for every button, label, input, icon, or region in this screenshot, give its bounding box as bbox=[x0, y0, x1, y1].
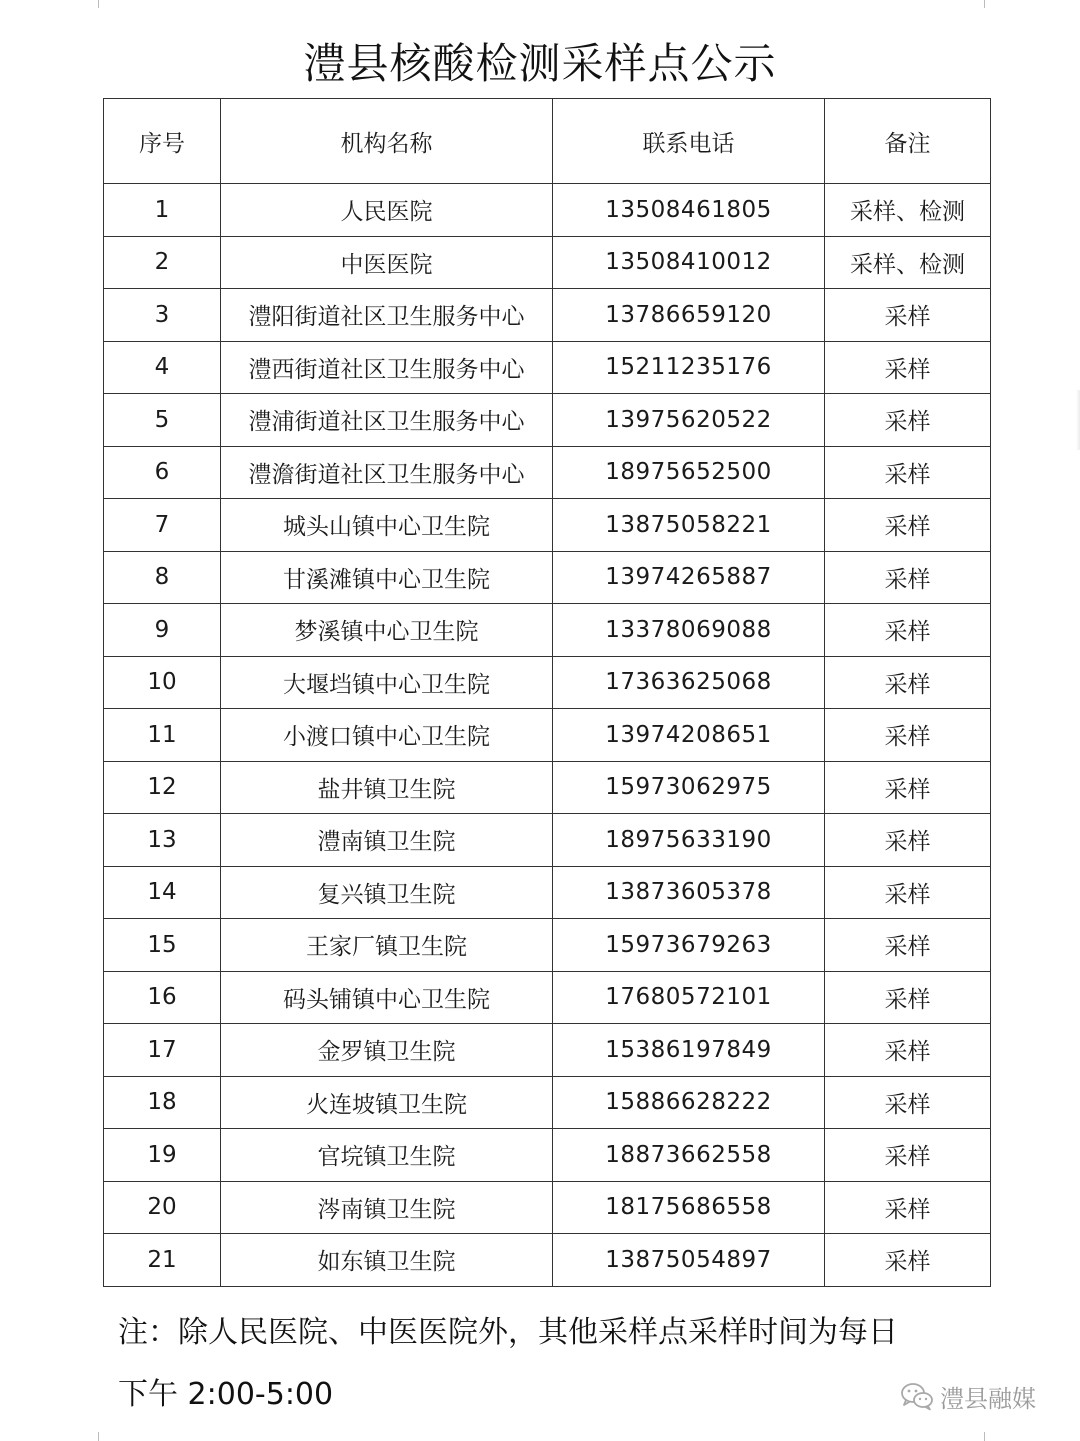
contact-phone: 15973679263 bbox=[553, 919, 825, 972]
institution-name: 大堰垱镇中心卫生院 bbox=[221, 656, 553, 709]
row-number: 13 bbox=[104, 814, 221, 867]
row-number: 10 bbox=[104, 656, 221, 709]
row-number: 1 bbox=[104, 184, 221, 237]
institution-name: 中医医院 bbox=[221, 236, 553, 289]
table-row bbox=[104, 551, 991, 604]
institution-name: 盐井镇卫生院 bbox=[221, 761, 553, 814]
contact-phone: 13975620522 bbox=[553, 394, 825, 447]
footnote-line-1: 注：除人民医院、中医医院外，其他采样点采样时间为每日 bbox=[118, 1315, 898, 1350]
table-row bbox=[104, 341, 991, 394]
row-remark: 采样 bbox=[825, 709, 991, 762]
wechat-icon bbox=[900, 1381, 934, 1411]
contact-phone: 13873605378 bbox=[553, 866, 825, 919]
contact-phone: 13974208651 bbox=[553, 709, 825, 762]
row-remark: 采样 bbox=[825, 1129, 991, 1182]
table-row bbox=[104, 761, 991, 814]
row-number: 15 bbox=[104, 919, 221, 972]
row-number: 16 bbox=[104, 971, 221, 1024]
row-remark: 采样 bbox=[825, 1024, 991, 1077]
table-row bbox=[104, 236, 991, 289]
row-remark: 采样 bbox=[825, 289, 991, 342]
contact-phone: 17680572101 bbox=[553, 971, 825, 1024]
crop-mark-bottom-right bbox=[984, 1432, 999, 1441]
contact-phone: 13974265887 bbox=[553, 551, 825, 604]
contact-phone: 13875054897 bbox=[553, 1234, 825, 1287]
institution-name: 小渡口镇中心卫生院 bbox=[221, 709, 553, 762]
institution-name: 澧南镇卫生院 bbox=[221, 814, 553, 867]
row-remark: 采样、检测 bbox=[825, 236, 991, 289]
table-row bbox=[104, 866, 991, 919]
row-remark: 采样 bbox=[825, 604, 991, 657]
footnote-line-2: 下午 2:00-5:00 bbox=[118, 1377, 334, 1412]
table-row bbox=[104, 709, 991, 762]
row-remark: 采样 bbox=[825, 341, 991, 394]
institution-name: 澧浦街道社区卫生服务中心 bbox=[221, 394, 553, 447]
institution-name: 澧阳街道社区卫生服务中心 bbox=[221, 289, 553, 342]
row-number: 18 bbox=[104, 1076, 221, 1129]
table-row bbox=[104, 499, 991, 552]
institution-name: 甘溪滩镇中心卫生院 bbox=[221, 551, 553, 604]
table-row bbox=[104, 814, 991, 867]
row-remark: 采样 bbox=[825, 656, 991, 709]
table-row bbox=[104, 1024, 991, 1077]
sampling-sites-table bbox=[103, 98, 991, 1287]
row-remark: 采样 bbox=[825, 1181, 991, 1234]
table-row bbox=[104, 604, 991, 657]
contact-phone: 18975633190 bbox=[553, 814, 825, 867]
institution-name: 涔南镇卫生院 bbox=[221, 1181, 553, 1234]
row-number: 21 bbox=[104, 1234, 221, 1287]
table-header-row bbox=[104, 99, 991, 184]
contact-phone: 18975652500 bbox=[553, 446, 825, 499]
crop-mark-top-right bbox=[984, 0, 999, 8]
row-number: 17 bbox=[104, 1024, 221, 1077]
institution-name: 城头山镇中心卫生院 bbox=[221, 499, 553, 552]
contact-phone: 18873662558 bbox=[553, 1129, 825, 1182]
row-remark: 采样、检测 bbox=[825, 184, 991, 237]
contact-phone: 17363625068 bbox=[553, 656, 825, 709]
row-number: 19 bbox=[104, 1129, 221, 1182]
table-row bbox=[104, 394, 991, 447]
institution-name: 人民医院 bbox=[221, 184, 553, 237]
header-phone: 联系电话 bbox=[553, 99, 825, 184]
row-number: 14 bbox=[104, 866, 221, 919]
institution-name: 澧西街道社区卫生服务中心 bbox=[221, 341, 553, 394]
row-remark: 采样 bbox=[825, 814, 991, 867]
row-number: 20 bbox=[104, 1181, 221, 1234]
table-row bbox=[104, 971, 991, 1024]
contact-phone: 15386197849 bbox=[553, 1024, 825, 1077]
row-remark: 采样 bbox=[825, 919, 991, 972]
crop-mark-top-left bbox=[84, 0, 99, 8]
row-remark: 采样 bbox=[825, 866, 991, 919]
institution-name: 火连坡镇卫生院 bbox=[221, 1076, 553, 1129]
table-row bbox=[104, 1234, 991, 1287]
row-remark: 采样 bbox=[825, 446, 991, 499]
page-edge-shadow bbox=[1076, 390, 1080, 450]
contact-phone: 13508461805 bbox=[553, 184, 825, 237]
institution-name: 金罗镇卫生院 bbox=[221, 1024, 553, 1077]
row-number: 3 bbox=[104, 289, 221, 342]
table-row bbox=[104, 184, 991, 237]
watermark bbox=[900, 1376, 1036, 1416]
institution-name: 澧澹街道社区卫生服务中心 bbox=[221, 446, 553, 499]
row-remark: 采样 bbox=[825, 971, 991, 1024]
row-remark: 采样 bbox=[825, 499, 991, 552]
contact-phone: 13786659120 bbox=[553, 289, 825, 342]
row-number: 12 bbox=[104, 761, 221, 814]
row-number: 2 bbox=[104, 236, 221, 289]
page-title: 澧县核酸检测采样点公示 bbox=[303, 39, 777, 89]
row-remark: 采样 bbox=[825, 394, 991, 447]
table-row bbox=[104, 919, 991, 972]
institution-name: 如东镇卫生院 bbox=[221, 1234, 553, 1287]
table-row bbox=[104, 289, 991, 342]
contact-phone: 15973062975 bbox=[553, 761, 825, 814]
institution-name: 官垸镇卫生院 bbox=[221, 1129, 553, 1182]
crop-mark-bottom-left bbox=[84, 1432, 99, 1441]
institution-name: 王家厂镇卫生院 bbox=[221, 919, 553, 972]
row-number: 7 bbox=[104, 499, 221, 552]
row-remark: 采样 bbox=[825, 1234, 991, 1287]
table-body bbox=[104, 184, 991, 1287]
table-row bbox=[104, 656, 991, 709]
contact-phone: 13378069088 bbox=[553, 604, 825, 657]
row-number: 11 bbox=[104, 709, 221, 762]
watermark-text: 澧县融媒 bbox=[940, 1384, 1036, 1413]
table-row bbox=[104, 1076, 991, 1129]
contact-phone: 13508410012 bbox=[553, 236, 825, 289]
row-number: 6 bbox=[104, 446, 221, 499]
table-row bbox=[104, 1181, 991, 1234]
row-remark: 采样 bbox=[825, 551, 991, 604]
table-row bbox=[104, 1129, 991, 1182]
contact-phone: 15211235176 bbox=[553, 341, 825, 394]
row-number: 8 bbox=[104, 551, 221, 604]
institution-name: 复兴镇卫生院 bbox=[221, 866, 553, 919]
contact-phone: 13875058221 bbox=[553, 499, 825, 552]
institution-name: 码头铺镇中心卫生院 bbox=[221, 971, 553, 1024]
row-remark: 采样 bbox=[825, 761, 991, 814]
footnote bbox=[118, 1302, 998, 1426]
institution-name: 梦溪镇中心卫生院 bbox=[221, 604, 553, 657]
row-number: 5 bbox=[104, 394, 221, 447]
header-no: 序号 bbox=[104, 99, 221, 184]
header-note: 备注 bbox=[825, 99, 991, 184]
table-row bbox=[104, 446, 991, 499]
row-number: 9 bbox=[104, 604, 221, 657]
row-number: 4 bbox=[104, 341, 221, 394]
contact-phone: 18175686558 bbox=[553, 1181, 825, 1234]
row-remark: 采样 bbox=[825, 1076, 991, 1129]
header-name: 机构名称 bbox=[221, 99, 553, 184]
contact-phone: 15886628222 bbox=[553, 1076, 825, 1129]
